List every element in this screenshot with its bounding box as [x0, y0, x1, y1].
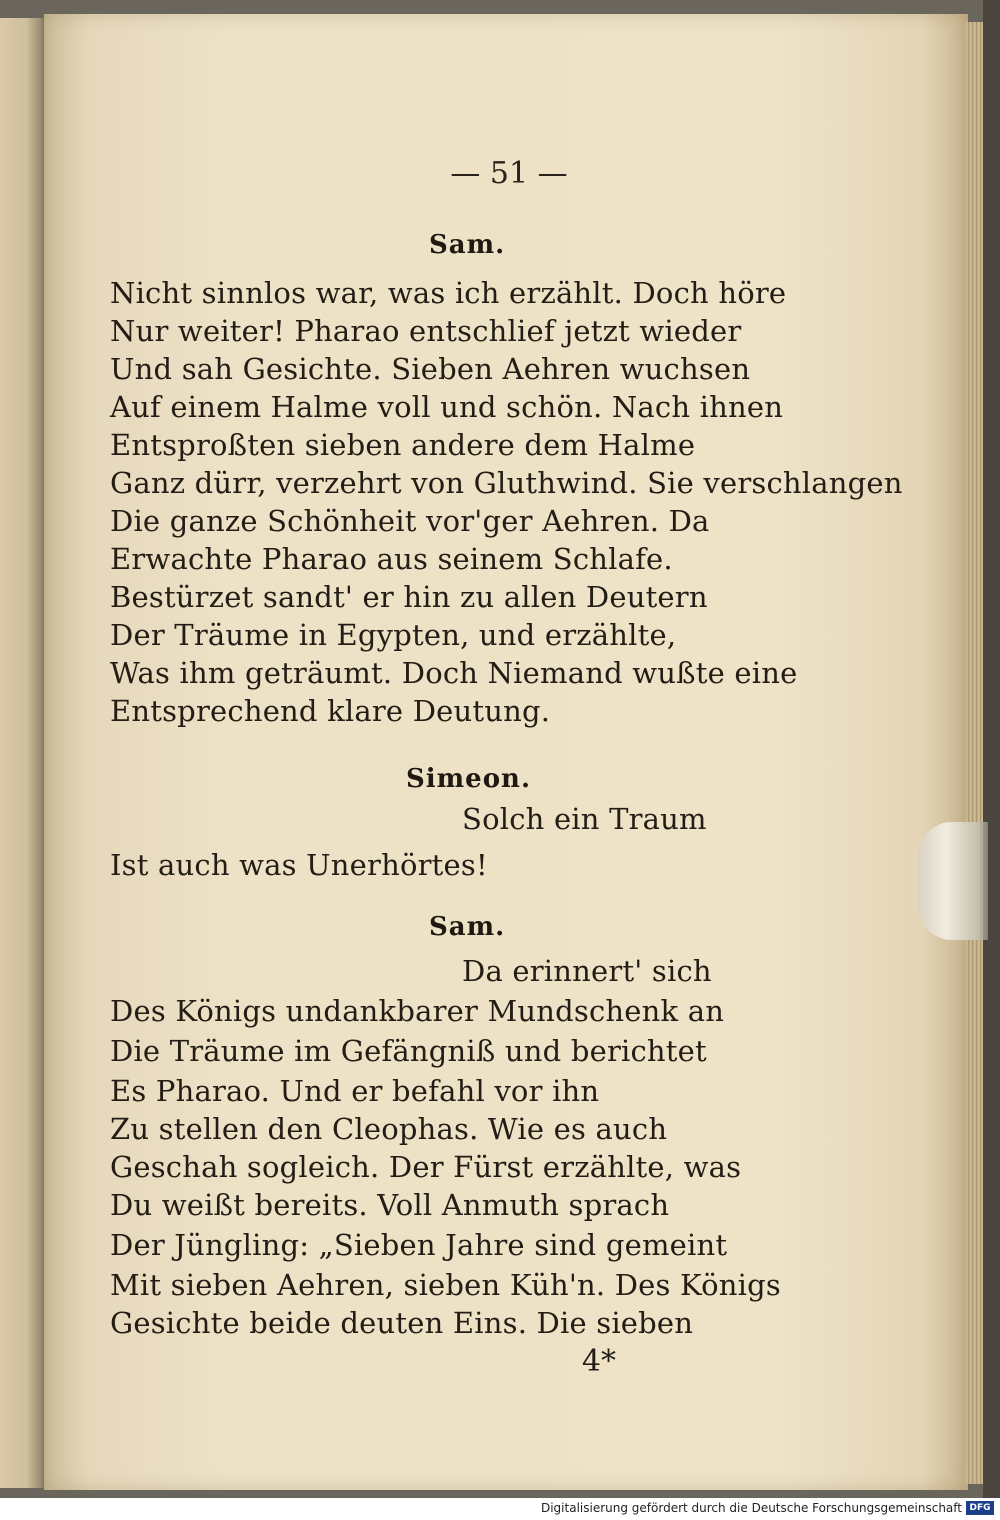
verse-line: Der Jüngling: „Sieben Jahre sind gemeint: [110, 1228, 728, 1262]
speaker-name: Sam.: [429, 230, 506, 260]
verse-line: Ist auch was Unerhörtes!: [110, 848, 488, 882]
verse-line: Auf einem Halme voll und schön. Nach ihnen: [110, 390, 784, 424]
verse-line: Da erinnert' sich: [462, 954, 712, 988]
scan-background: [983, 0, 1000, 1498]
verse-line: Mit sieben Aehren, sieben Küh'n. Des Königs: [110, 1268, 781, 1302]
verse-line: Du weißt bereits. Voll Anmuth sprach: [110, 1188, 670, 1222]
speaker-name: Simeon.: [406, 764, 532, 794]
verse-line: Die Träume im Gefängniß und berichtet: [110, 1034, 707, 1068]
verse-line: Der Träume in Egypten, und erzählte,: [110, 618, 677, 652]
verse-line: Entsprechend klare Deutung.: [110, 694, 551, 728]
verse-line: Nicht sinnlos war, was ich erzählt. Doch höre: [110, 276, 787, 310]
verse-line: Des Königs undankbarer Mundschenk an: [110, 994, 725, 1028]
signature-mark: 4*: [581, 1344, 616, 1379]
verse-line: Es Pharao. Und er befahl vor ihn: [110, 1074, 600, 1108]
verse-line: Geschah sogleich. Der Fürst erzählte, was: [110, 1150, 742, 1184]
verse-line: Solch ein Traum: [462, 802, 707, 836]
funding-credit: Digitalisierung gefördert durch die Deutsche Forschungsgemeinschaft: [540, 1501, 962, 1515]
verse-line: Die ganze Schönheit vor'ger Aehren. Da: [110, 504, 710, 538]
page-clip: [918, 822, 988, 940]
dfg-logo: DFG: [966, 1501, 994, 1515]
left-page-edge: [0, 18, 48, 1488]
page-number: — 51 —: [450, 156, 568, 191]
verse-line: Erwachte Pharao aus seinem Schlafe.: [110, 542, 673, 576]
page-stack-edge: [965, 22, 983, 1484]
verse-line: Entsproßten sieben andere dem Halme: [110, 428, 696, 462]
verse-line: Und sah Gesichte. Sieben Aehren wuchsen: [110, 352, 751, 386]
digitization-footer: [0, 1498, 1000, 1520]
verse-line: Was ihm geträumt. Doch Niemand wußte eine: [110, 656, 798, 690]
verse-line: Bestürzet sandt' er hin zu allen Deutern: [110, 580, 708, 614]
verse-line: Gesichte beide deuten Eins. Die sieben: [110, 1306, 694, 1340]
verse-line: Nur weiter! Pharao entschlief jetzt wieder: [110, 314, 742, 348]
speaker-name: Sam.: [429, 912, 506, 942]
verse-line: Ganz dürr, verzehrt von Gluthwind. Sie verschlangen: [110, 466, 903, 500]
verse-line: Zu stellen den Cleophas. Wie es auch: [110, 1112, 668, 1146]
book-page: [44, 14, 968, 1490]
